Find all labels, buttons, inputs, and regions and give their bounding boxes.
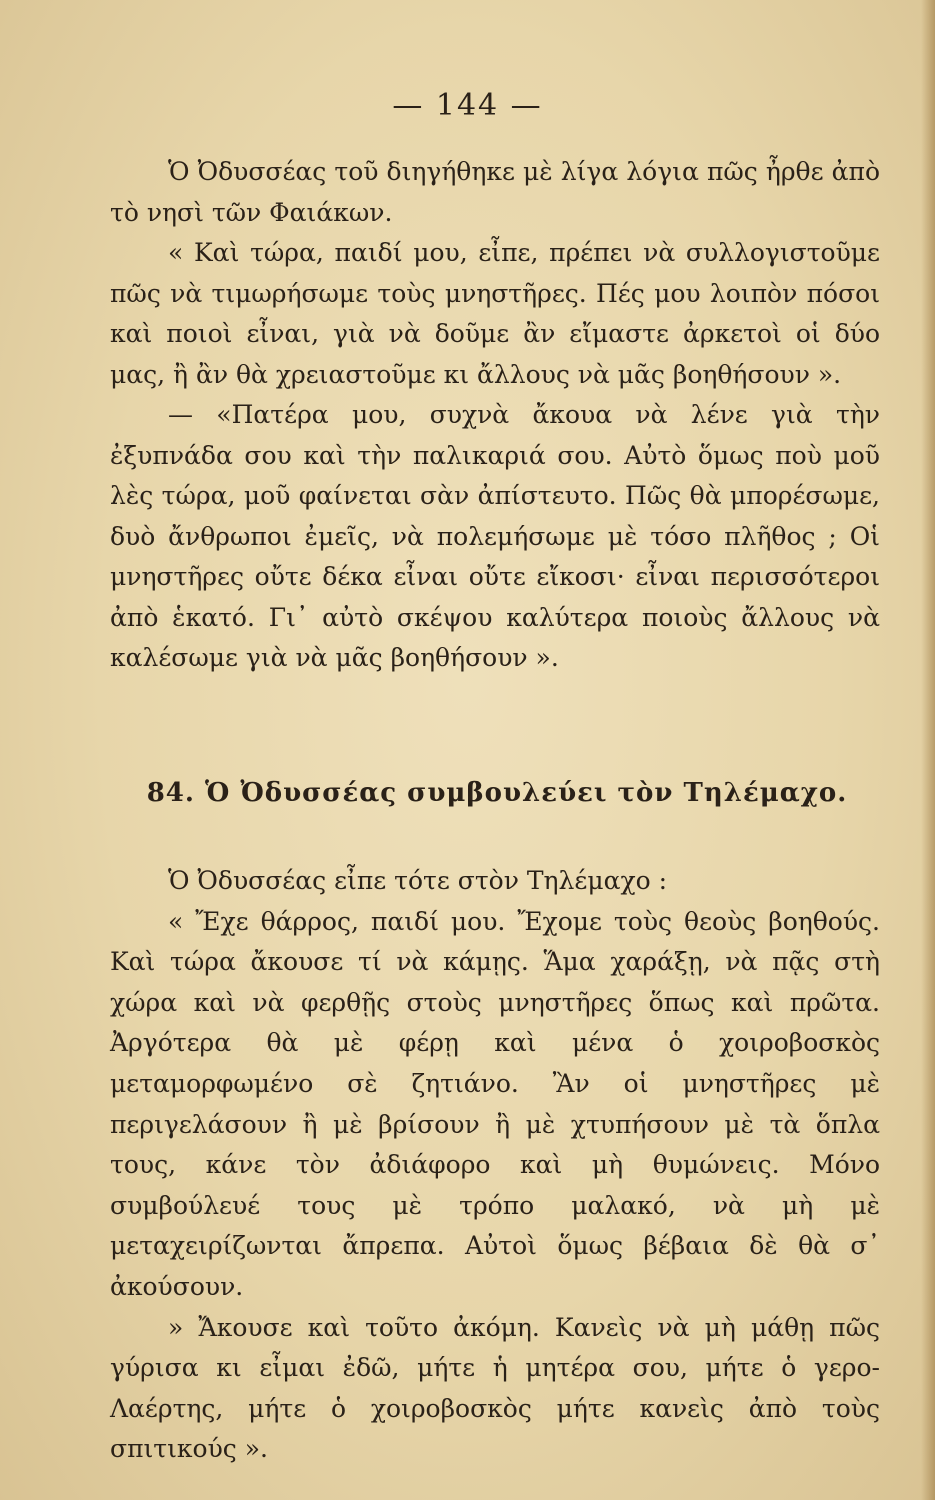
paragraph: — «Πατέρα μου, συχνὰ ἄκουα νὰ λένε γιὰ τὴν ἐξυπνάδα σου καὶ τὴν παλικαριά σου. Αὐτὸ ὅμως ποὺ μοῦ λὲς τώρα, μοῦ φαίνεται σὰν ἀπίστευτο. Πῶς θὰ μπορέσωμε, δυὸ ἄνθρωποι ἐμεῖς, νὰ πολεμήσωμε μὲ τόσο πλῆθος ; Οἱ μνηστῆρες οὔτε δέκα εἶναι οὔτε εἴκοσι· εἶναι περισσότεροι ἀπὸ ἑκατό. Γι᾽ αὐτὸ σκέψου καλύτερα ποιοὺς ἄλλους νὰ καλέσωμε γιὰ νὰ μᾶς βοηθήσουν ».: [110, 400, 880, 672]
paragraph: Ὁ Ὀδυσσέας τοῦ διηγήθηκε μὲ λίγα λόγια πῶς ἦρθε ἀπὸ τὸ νησὶ τῶν Φαιάκων.: [110, 157, 880, 227]
body-text-bottom: [110, 861, 880, 1470]
page-edge-shadow: [921, 0, 935, 1500]
paragraph: « Ἔχε θάρρος, παιδί μου. Ἔχομε τοὺς θεοὺς βοηθούς. Καὶ τώρα ἄκουσε τί νὰ κάμῃς. Ἅμα χαράξῃ, νὰ πᾷς στὴ χώρα καὶ νὰ φερθῇς στοὺς μνηστῆρες ὅπως καὶ πρῶτα. Ἀργότερα θὰ μὲ φέρῃ καὶ μένα ὁ χοιροβοσκὸς μεταμορφωμένο σὲ ζητιάνο. Ἂν οἱ μνηστῆρες μὲ περιγελάσουν ἢ μὲ βρίσουν ἢ μὲ χτυπήσουν μὲ τὰ ὅπλα τους, κάνε τὸν ἀδιάφορο καὶ μὴ θυμώνεις. Μόνο συμβούλευέ τους μὲ τρόπο μαλακό, νὰ μὴ μὲ μεταχειρίζωνται ἄπρεπα. Αὐτοὶ ὅμως βέβαια δὲ θὰ σ᾽ ἀκούσουν.: [110, 906, 880, 1301]
page-number: — 144 —: [392, 88, 543, 123]
paragraph: » Ἄκουσε καὶ τοῦτο ἀκόμη. Κανεὶς νὰ μὴ μάθῃ πῶς γύρισα κι εἶμαι ἐδῶ, μήτε ἡ μητέρα σου, μήτε ὁ γερο-Λαέρτης, μήτε ὁ χοιροβοσκὸς μήτε κανεὶς ἀπὸ τοὺς σπιτικούς ».: [110, 1312, 880, 1464]
paragraph: « Καὶ τώρα, παιδί μου, εἶπε, πρέπει νὰ συλλογιστοῦμε πῶς νὰ τιμωρήσωμε τοὺς μνηστῆρες. Πές μου λοιπὸν πόσοι καὶ ποιοὶ εἶναι, γιὰ νὰ δοῦμε ἂν εἴμαστε ἀρκετοὶ οἱ δύο μας, ἢ ἂν θὰ χρειαστοῦμε κι ἄλλους νὰ μᾶς βοηθήσουν ».: [110, 238, 880, 389]
paragraph: Ὁ Ὀδυσσέας εἶπε τότε στὸν Τηλέμαχο :: [168, 866, 668, 895]
section-heading: 84. Ὁ Ὀδυσσέας συμβουλεύει τὸν Τηλέμαχο.: [146, 778, 848, 808]
body-text-top: [110, 152, 880, 679]
